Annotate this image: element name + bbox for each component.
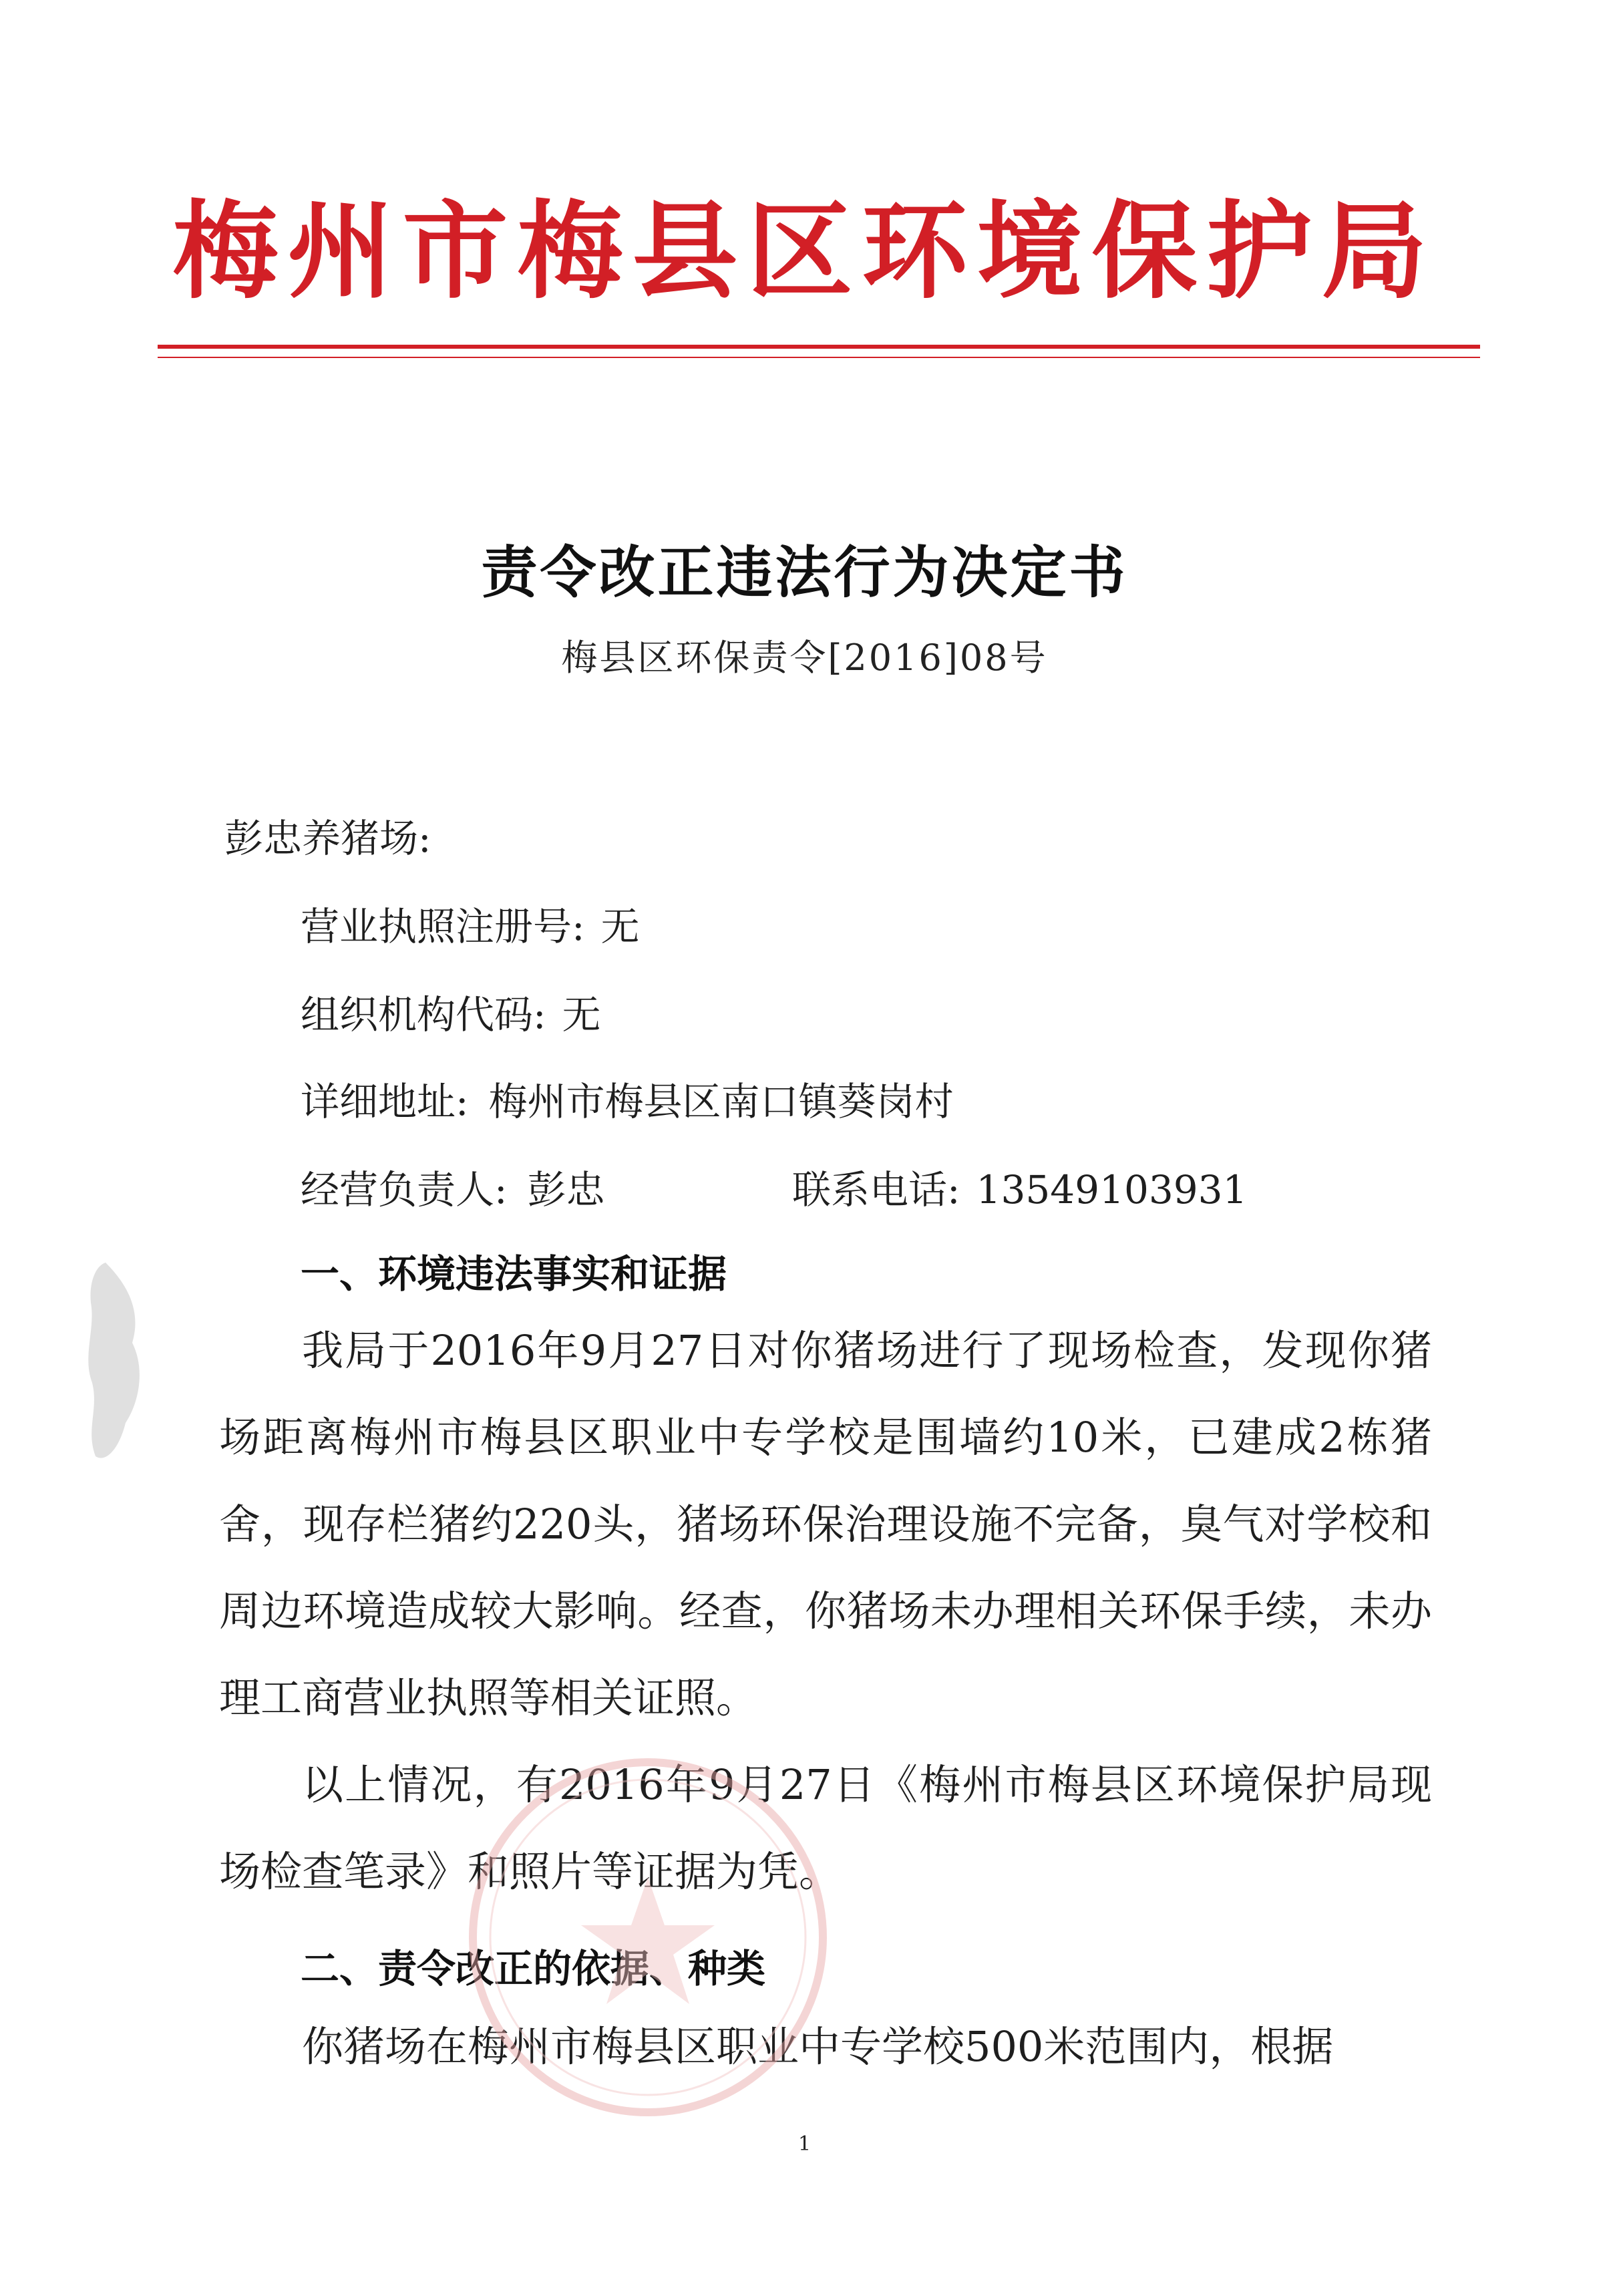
letterhead-rule-thick bbox=[158, 345, 1480, 349]
letterhead-title: 梅州市梅县区环境保护局 bbox=[172, 190, 1437, 313]
phone-row bbox=[792, 1158, 1247, 1214]
manager-row bbox=[301, 1158, 605, 1214]
manager-label: 经营负责人: bbox=[301, 1167, 508, 1212]
section-1-paragraph-1: 我局于2016年9月27日对你猪场进行了现场检查，发现你猪场距离梅州市梅县区职业中专学校是围墙约10米，已建成2栋猪舍，现存栏猪约220头，猪场环保治理设施不完备，臭气对学校和周边环境造成较大影响。经查，你猪场未办理相关环保手续，未办理工商营业执照等相关证照。 bbox=[219, 1326, 1432, 1722]
official-stamp-icon bbox=[461, 1750, 835, 2124]
address-value: 梅州市梅县区南口镇葵岗村 bbox=[488, 1079, 954, 1124]
letterhead-rule-thin bbox=[158, 357, 1480, 358]
section-2-heading: 二、责令改正的依据、种类 bbox=[301, 1946, 766, 1991]
address-row bbox=[301, 1070, 954, 1126]
recipient-name: 彭忠养猪场: bbox=[224, 816, 431, 861]
org-code-value: 无 bbox=[562, 992, 601, 1037]
license-label: 营业执照注册号: bbox=[301, 904, 585, 949]
section-2-paragraph-1: 你猪场在梅州市梅县区职业中专学校500米范围内，根据 bbox=[302, 2022, 1334, 2071]
license-row bbox=[301, 895, 640, 951]
document-number: 梅县区环保责令[2016]08号 bbox=[561, 637, 1048, 679]
page-number: 1 bbox=[797, 2132, 812, 2156]
address-label: 详细地址: bbox=[301, 1079, 469, 1124]
org-code-label: 组织机构代码: bbox=[301, 992, 546, 1037]
phone-label: 联系电话: bbox=[792, 1167, 960, 1212]
manager-value: 彭忠 bbox=[527, 1167, 605, 1212]
section-1-paragraph-2: 以上情况，有2016年9月27日《梅州市梅县区环境保护局现场检查笔录》和照片等证据为凭。 bbox=[219, 1760, 1432, 1896]
license-value: 无 bbox=[600, 904, 640, 949]
section-1-heading: 一、环境违法事实和证据 bbox=[301, 1251, 727, 1297]
org-code-row bbox=[301, 983, 601, 1039]
scan-mark-icon bbox=[79, 1256, 152, 1470]
document-title: 责令改正违法行为决定书 bbox=[481, 540, 1128, 605]
phone-value: 13549103931 bbox=[976, 1167, 1248, 1212]
